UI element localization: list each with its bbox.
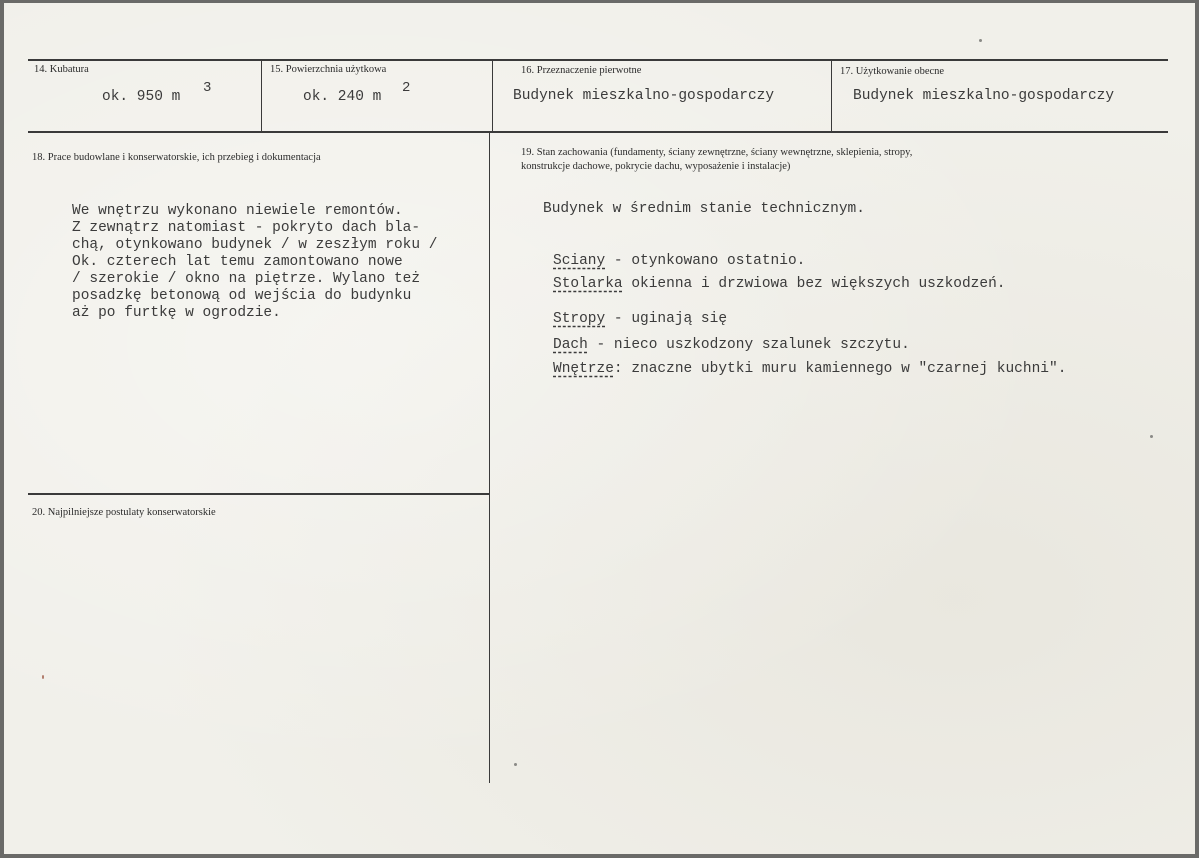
field-19-item-text: okienna i drzwiowa bez większych uszkodzeń. xyxy=(622,276,1006,292)
field-18-line: Ok. czterech lat temu zamontowano nowe xyxy=(72,254,403,270)
field-19-label xyxy=(521,146,912,174)
field-19-item-text: : znaczne ubytki muru kamiennego w "czarnej kuchni". xyxy=(613,361,1067,377)
field-14-value: ok. 950 m xyxy=(102,89,181,105)
field-18-line: chą, otynkowano budynek / w zeszłym roku / xyxy=(72,237,438,253)
field-19-item-term: Wnętrze xyxy=(553,361,614,377)
field-18-text xyxy=(72,203,437,322)
field-14-superscript: 3 xyxy=(203,80,212,96)
field-16-label: 16. Przeznaczenie pierwotne xyxy=(521,65,642,76)
field-15-superscript: 2 xyxy=(402,80,411,96)
field-19-item xyxy=(553,337,910,354)
field-19-item-term: Stropy xyxy=(553,311,606,327)
field-15-label: 15. Powierzchnia użytkowa xyxy=(270,64,387,75)
section-20-rule xyxy=(28,493,490,495)
field-19-label-line-2: konstrukcje dachowe, pokrycie dachu, wyposażenie i instalacje) xyxy=(521,161,791,172)
field-19-item xyxy=(553,253,805,270)
field-18-label: 18. Prace budowlane i konserwatorskie, ich przebieg i dokumentacja xyxy=(32,152,321,163)
field-17-value: Budynek mieszkalno-gospodarczy xyxy=(853,88,1115,104)
field-18-line: posadzkę betonową od wejścia do budynku xyxy=(72,288,412,304)
field-19-item xyxy=(553,361,1066,378)
paper-speck xyxy=(42,675,44,679)
field-19-item-text: - uginają się xyxy=(605,311,728,327)
col-divider-14-15 xyxy=(261,59,262,131)
field-18-line: aż po furtkę w ogrodzie. xyxy=(72,305,281,321)
paper-speck xyxy=(514,763,517,766)
field-19-item-text: - nieco uszkodzony szalunek szczytu. xyxy=(587,337,910,353)
field-19-intro: Budynek w średnim stanie technicznym. xyxy=(543,201,865,217)
field-19-label-line-1: 19. Stan zachowania (fundamenty, ściany zewnętrzne, ściany wewnętrzne, sklepienia, stropy, xyxy=(521,147,913,158)
field-18-line: / szerokie / okno na piętrze. Wylano też xyxy=(72,271,421,287)
top-rule xyxy=(28,59,1168,61)
paper-speck xyxy=(1150,435,1153,438)
col-divider-main xyxy=(489,131,490,783)
field-14-label: 14. Kubatura xyxy=(34,64,89,75)
field-18-line: We wnętrzu wykonano niewiele remontów. xyxy=(72,203,403,219)
field-19-item-term: Dach xyxy=(553,337,588,353)
field-19-item-term: Sciany xyxy=(553,253,606,269)
field-19-item xyxy=(553,311,727,328)
col-divider-15-16 xyxy=(492,59,493,131)
field-17-label: 17. Użytkowanie obecne xyxy=(840,66,945,77)
field-19-item xyxy=(553,276,1006,293)
field-19-item-term: Stolarka xyxy=(553,276,623,292)
row-divider-rule xyxy=(28,131,1168,133)
field-16-value: Budynek mieszkalno-gospodarczy xyxy=(513,88,775,104)
field-19-item-text: - otynkowano ostatnio. xyxy=(605,253,806,269)
field-15-value: ok. 240 m xyxy=(303,89,382,105)
field-20-label: 20. Najpilniejsze postulaty konserwatorskie xyxy=(32,507,216,518)
col-divider-16-17 xyxy=(831,59,832,131)
paper-speck xyxy=(979,39,982,42)
field-18-line: Z zewnątrz natomiast - pokryto dach bla- xyxy=(72,220,421,236)
record-card xyxy=(4,3,1195,854)
